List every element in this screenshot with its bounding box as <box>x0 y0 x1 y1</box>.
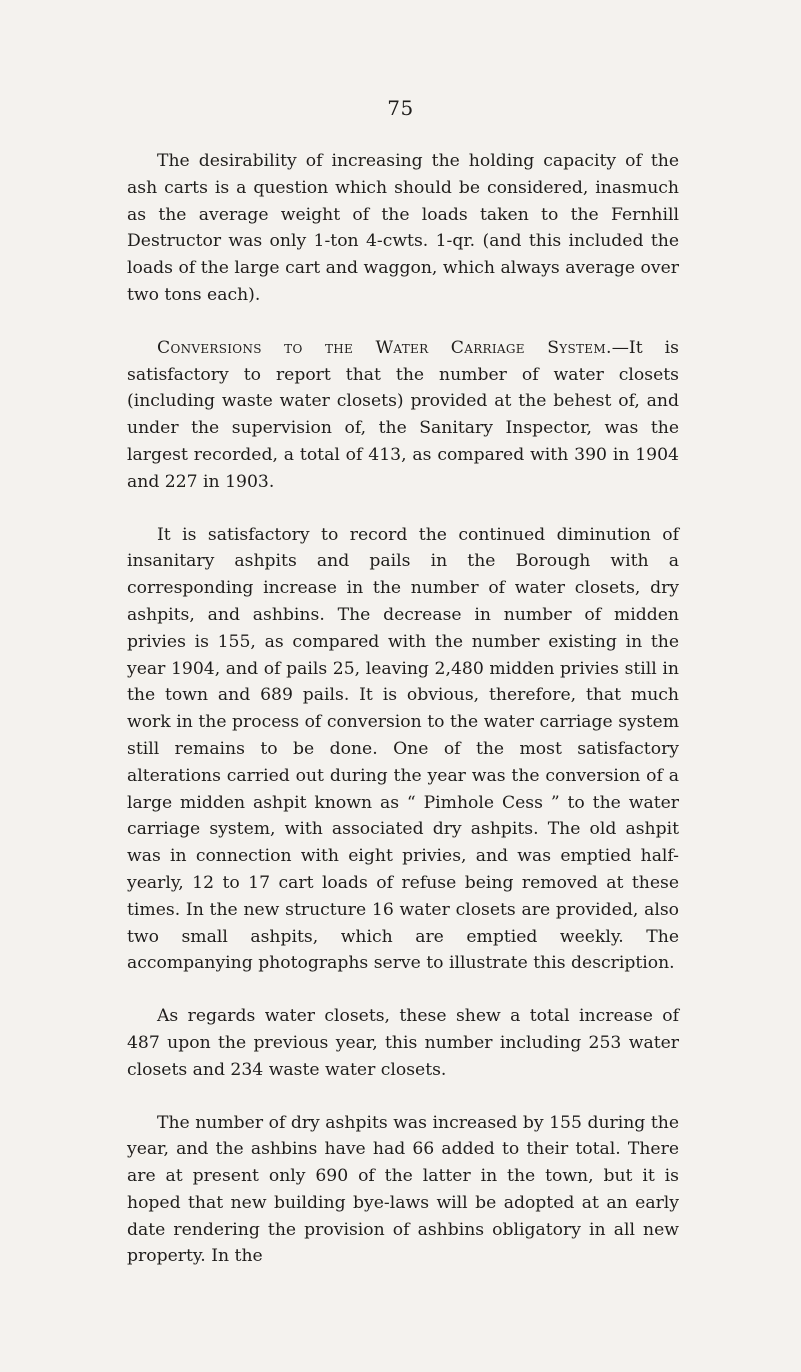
page-number: 75 <box>387 96 414 120</box>
body-text <box>127 148 679 1270</box>
paragraph-water-closets: As regards water closets, these shew a total increase of 487 upon the previous year, this number including 253 water closets and 234 waste water closets. <box>127 1006 679 1080</box>
paragraph-ash-carts: The desirability of increasing the holding capacity of the ash carts is a question which should be considered, inasmuch as the average weight of the loads taken to the Fernhill Destructor was only 1-ton 4-cwts. 1-qr. (and this included the loads of the large cart and waggon, which always average over two tons each). <box>127 151 679 305</box>
paragraph-insanitary-ashpits: It is satisfactory to record the continued diminution of insanitary ashpits and pails in the Borough with a corresponding increase in the number of water closets, dry ashpits, and ashbins. The decrease in number of midden privies is 155, as compared with the number existing in the year 1904, and of pails 25, leaving 2,480 midden privies still in the town and 689 pails. It is obvious, therefore, that much work in the process of conversion to the water carriage system still remains to be done. One of the most satisfactory alterations carried out during the year was the conversion of a large midden ashpit known as “ Pimhole Cess ” to the water carriage system, with associated dry ashpits. The old ashpit was in connection with eight privies, and was emptied half-yearly, 12 to 17 cart loads of refuse being removed at these times. In the new structure 16 water closets are provided, also two small ashpits, which are emptied weekly. The accompanying photographs serve to illustrate this description. <box>127 524 679 974</box>
paragraph-conversions-text: —It is satisfactory to report that the number of water closets (including waste water closets) provided at the behest of, and under the supervision of, the Sanitary Inspector, was the largest recorded, a total of 413, as compared with 390 in 1904 and 227 in 1903. <box>127 337 680 492</box>
paragraph-dry-ashpits: The number of dry ashpits was increased by 155 during the year, and the ashbins have had 66 added to their total. There are at present only 690 of the latter in the town, but it is hoped that new building bye-laws will be adopted at an early date rendering the provision of ashbins obligatory in all new property. In the <box>127 1112 679 1267</box>
section-heading-conversions: Conversions to the Water Carriage System. <box>157 337 612 358</box>
paragraph-conversions <box>127 335 679 496</box>
